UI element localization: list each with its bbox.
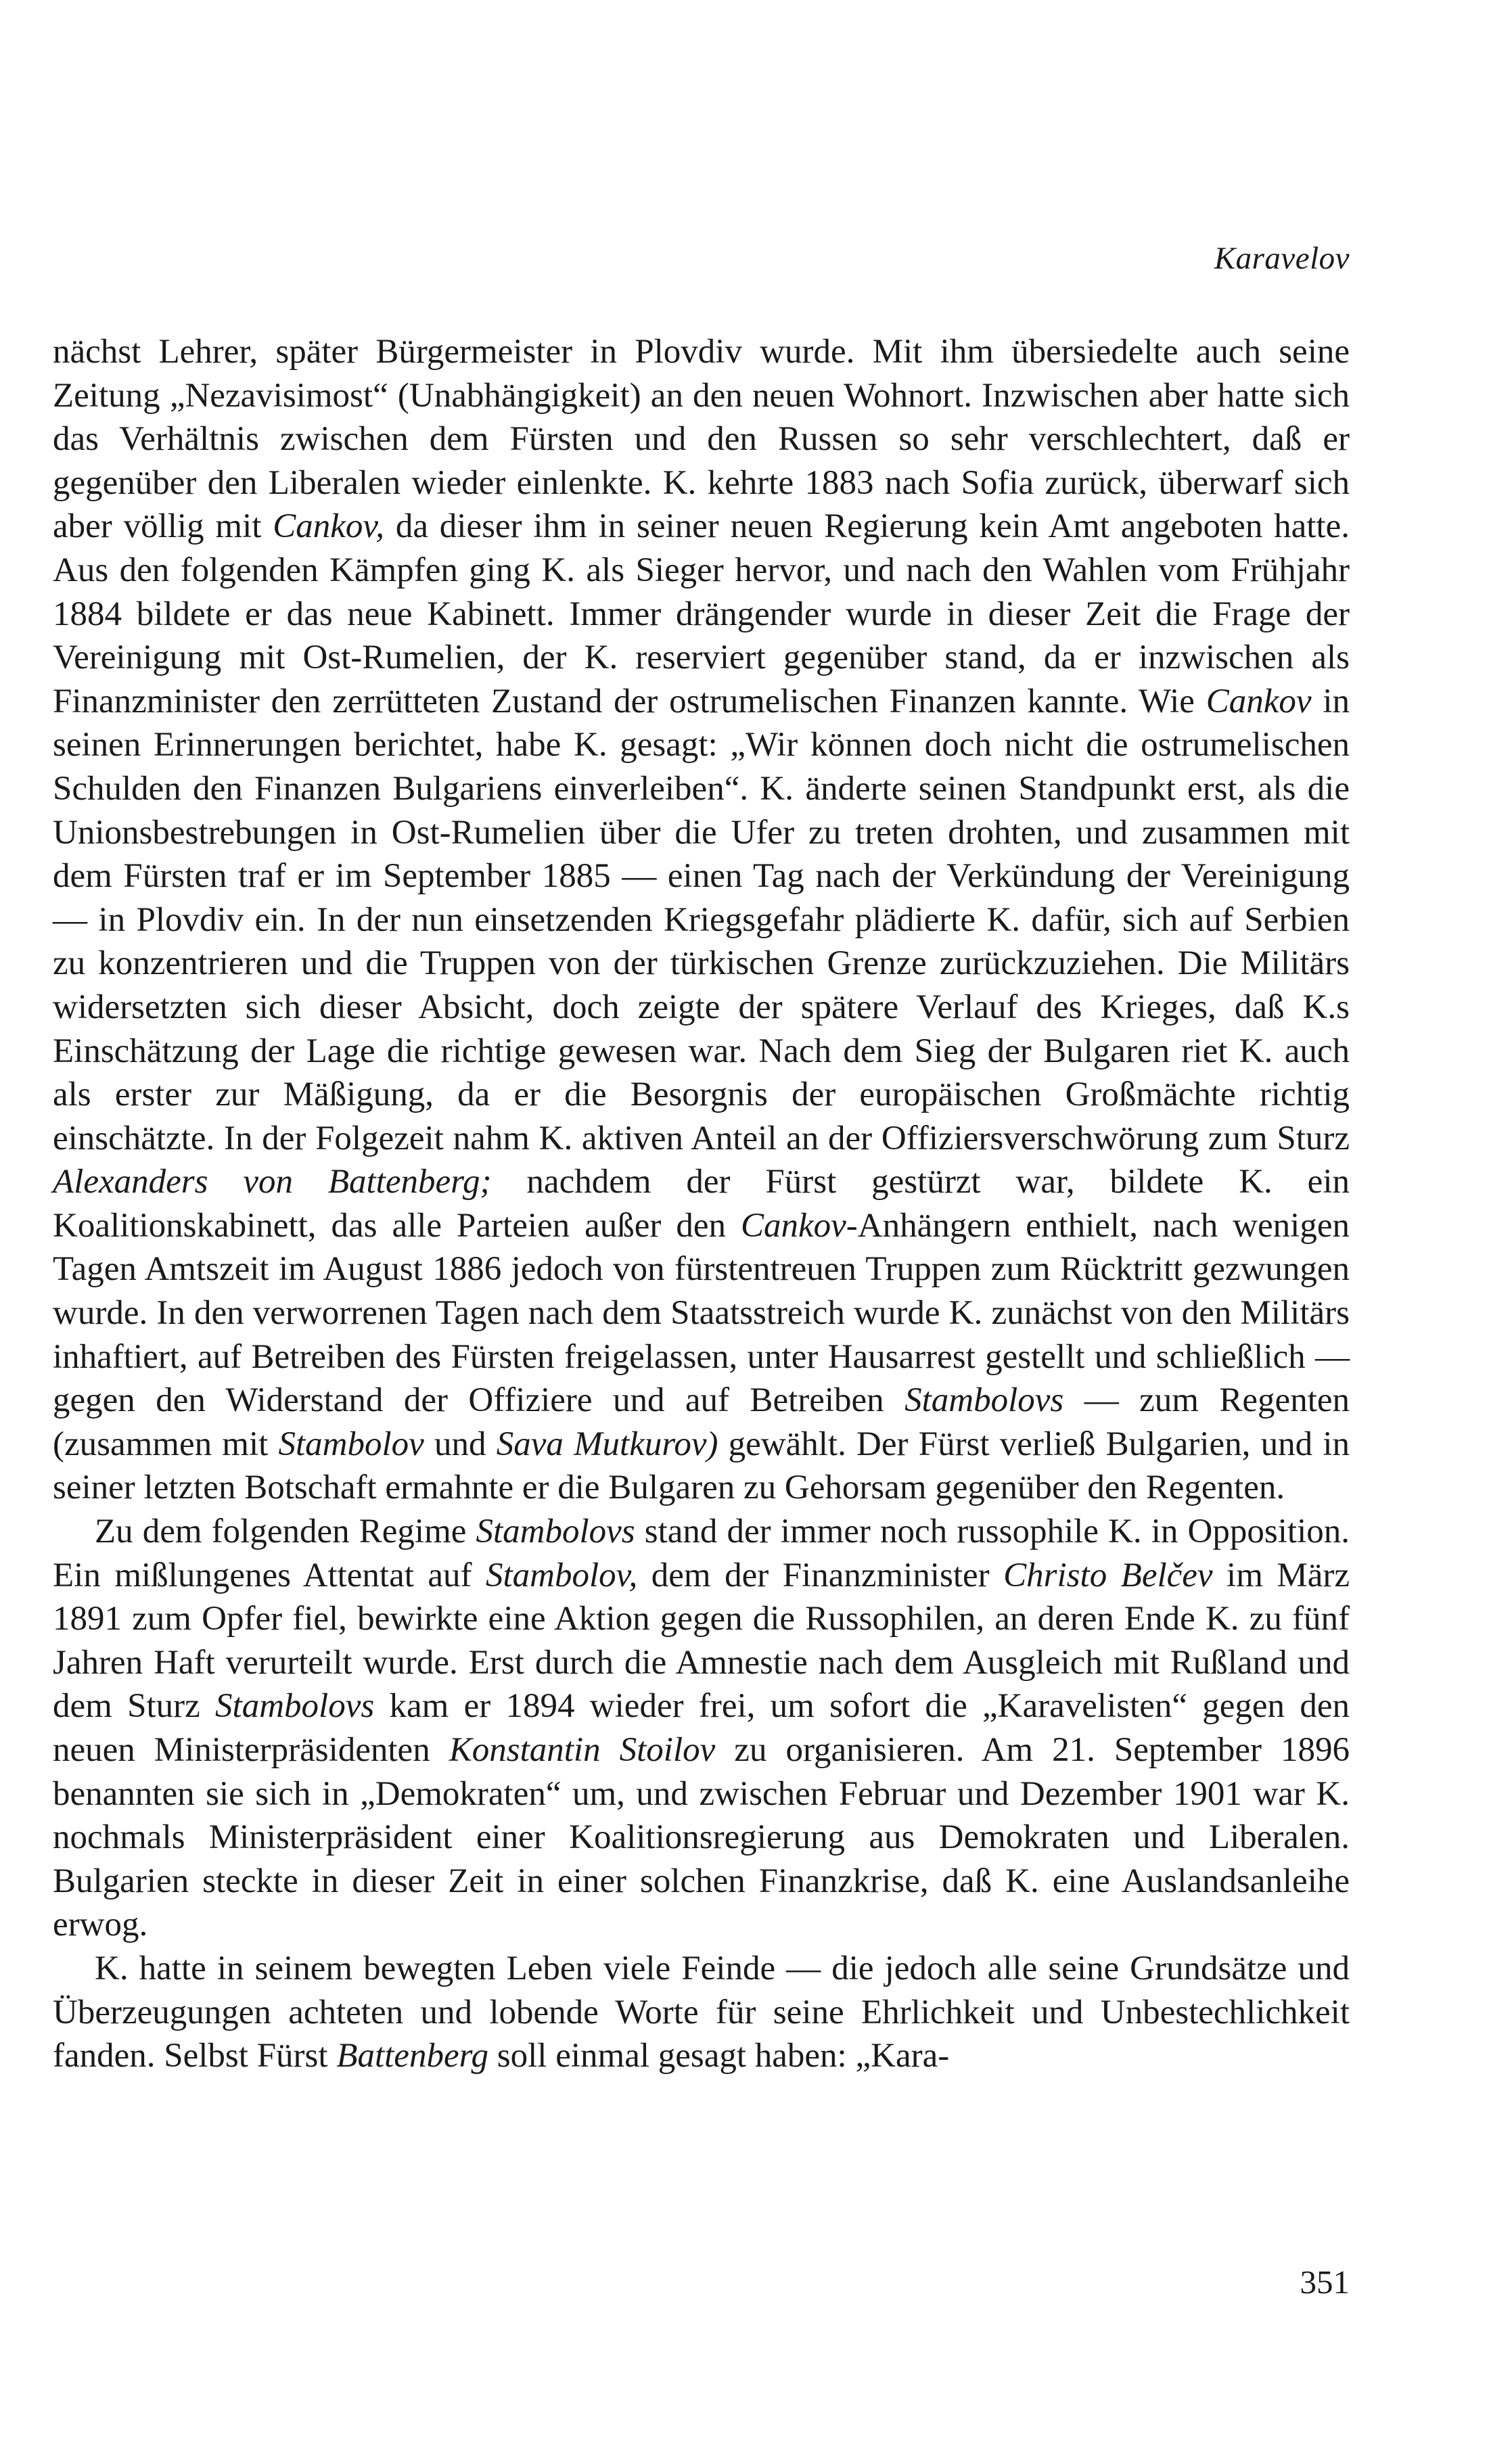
text-run: nachdem der Fürst gestürzt war, bildete K. ein Koalitionskabinett, das alle Parteien außer den — [53, 1163, 1350, 1245]
body-text — [53, 330, 1350, 2078]
text-run: — zum Regenten (zusammen mit — [53, 1381, 1350, 1463]
text-run: da dieser ihm in seiner neuen Regierung kein Amt angeboten hatte. Aus den folgenden Kämpfen ging K. als Sieger hervor, und nach den Wahlen vom Frühjahr 1884 bildete er das neue Kabinett. Immer drängender wurde in dieser Zeit die Frage der Vereinigung mit Ost-Rumelien, der K. reserviert gegenüber stand, da er inzwischen als Finanzminister den zerrütteten Zustand der ostrumelischen Finanzen kannte. Wie — [53, 507, 1350, 720]
paragraph — [53, 1947, 1350, 2078]
italic-name: Stambolovs — [476, 1513, 635, 1551]
text-run: gewählt. Der Fürst verließ Bulgarien, und in seiner letzten Botschaft ermahnte er die Bulgaren zu Gehorsam gegenüber den Regenten. — [53, 1425, 1350, 1507]
italic-name: Cankov — [1206, 682, 1312, 720]
text-run: zu organisieren. Am 21. September 1896 benannten sie sich in „Demokraten“ um, und zwischen Februar und Dezember 1901 war K. nochmals Ministerpräsident einer Koalitionsregierung aus Demokraten und Liberalen. Bulgarien steckte in dieser Zeit in einer solchen Finanzkrise, daß K. eine Auslandsanleihe erwog. — [53, 1731, 1350, 1944]
running-head: Karavelov — [1214, 241, 1350, 276]
text-run: stand der immer noch russophile K. in Opposition. Ein mißlungenes Attentat auf — [53, 1513, 1350, 1594]
italic-name: Stambolovs — [215, 1687, 375, 1726]
text-run: soll einmal gesagt haben: „Kara- — [488, 2037, 950, 2075]
paragraph — [53, 330, 1350, 1510]
italic-name: Battenberg — [336, 2037, 489, 2075]
text-run: in seinen Erinnerungen berichtet, habe K. gesagt: „Wir können doch nicht die ostrumelischen Schulden den Finanzen Bulgariens einverleiben“. K. änderte seinen Standpunkt erst, als die Unionsbestrebungen in Ost-Rumelien über die Ufer zu treten drohten, und zusammen mit dem Fürsten traf er im September 1885 — einen Tag nach der Verkündung der Vereinigung — in Plovdiv ein. In der nun einsetzenden Kriegsgefahr plädierte K. dafür, sich auf Serbien zu konzentrieren und die Truppen von der türkischen Grenze zurückzuziehen. Die Militärs widersetzten sich dieser Absicht, doch zeigte der spätere Verlauf des Krieges, daß K.s Einschätzung der Lage die richtige gewesen war. Nach dem Sieg der Bulgaren riet K. auch als erster zur Mäßigung, da er die Besorgnis der europäischen Großmächte richtig einschätzte. In der Folgezeit nahm K. aktiven Anteil an der Offiziersverschwörung zum Sturz — [53, 682, 1350, 1157]
italic-name: Stambolov — [278, 1425, 424, 1463]
italic-name: Konstantin Stoilov — [449, 1731, 716, 1769]
italic-name: Cankov, — [273, 507, 384, 546]
italic-name: Christo Belčev — [1003, 1556, 1213, 1594]
text-run: Zu dem folgenden Regime — [95, 1513, 476, 1551]
italic-name: Cankov — [740, 1206, 846, 1245]
italic-name: Alexanders von Battenberg; — [53, 1163, 492, 1201]
text-run: nächst Lehrer, später Bürgermeister in Plovdiv wurde. Mit ihm übersiedelte auch seine Zeitung „Nezavisimost“ (Unabhängigkeit) an den neuen Wohnort. Inzwischen aber hatte sich das Verhältnis zwischen dem Fürsten und den Russen so sehr verschlechtert, daß er gegenüber den Liberalen wieder einlenkte. K. kehrte 1883 nach Sofia zurück, überwarf sich aber völlig mit — [53, 333, 1350, 546]
text-run: -Anhängern enthielt, nach wenigen Tagen Amtszeit im August 1886 jedoch von fürstentreuen Truppen zum Rücktritt gezwungen wurde. In den verworrenen Tagen nach dem Staatsstreich wurde K. zunächst von den Militärs inhaftiert, auf Betreiben des Fürsten freigelassen, unter Hausarrest gestellt und schließlich — gegen den Widerstand der Offiziere und auf Betreiben — [53, 1206, 1350, 1420]
text-run: und — [423, 1425, 497, 1463]
page-number: 351 — [1300, 2263, 1350, 2301]
italic-name: Sava Mutkurov) — [496, 1425, 718, 1463]
italic-name: Stambolov, — [486, 1556, 638, 1594]
italic-name: Stambolovs — [904, 1381, 1064, 1420]
text-run: K. hatte in seinem bewegten Leben viele Feinde — die jedoch alle seine Grundsätze und Überzeugungen achteten und lobende Worte für seine Ehrlichkeit und Unbestechlichkeit fanden. Selbst Fürst — [53, 1949, 1350, 2075]
text-run: dem der Finanzminister — [637, 1556, 1004, 1594]
text-run: kam er 1894 wieder frei, um sofort die „Karavelisten“ gegen den neuen Ministerpräsidenten — [53, 1687, 1350, 1769]
paragraph — [53, 1510, 1350, 1947]
text-run: im März 1891 zum Opfer fiel, bewirkte eine Aktion gegen die Russophilen, an deren Ende K. zu fünf Jahren Haft verurteilt wurde. Erst durch die Amnestie nach dem Ausgleich mit Rußland und dem Sturz — [53, 1556, 1350, 1726]
